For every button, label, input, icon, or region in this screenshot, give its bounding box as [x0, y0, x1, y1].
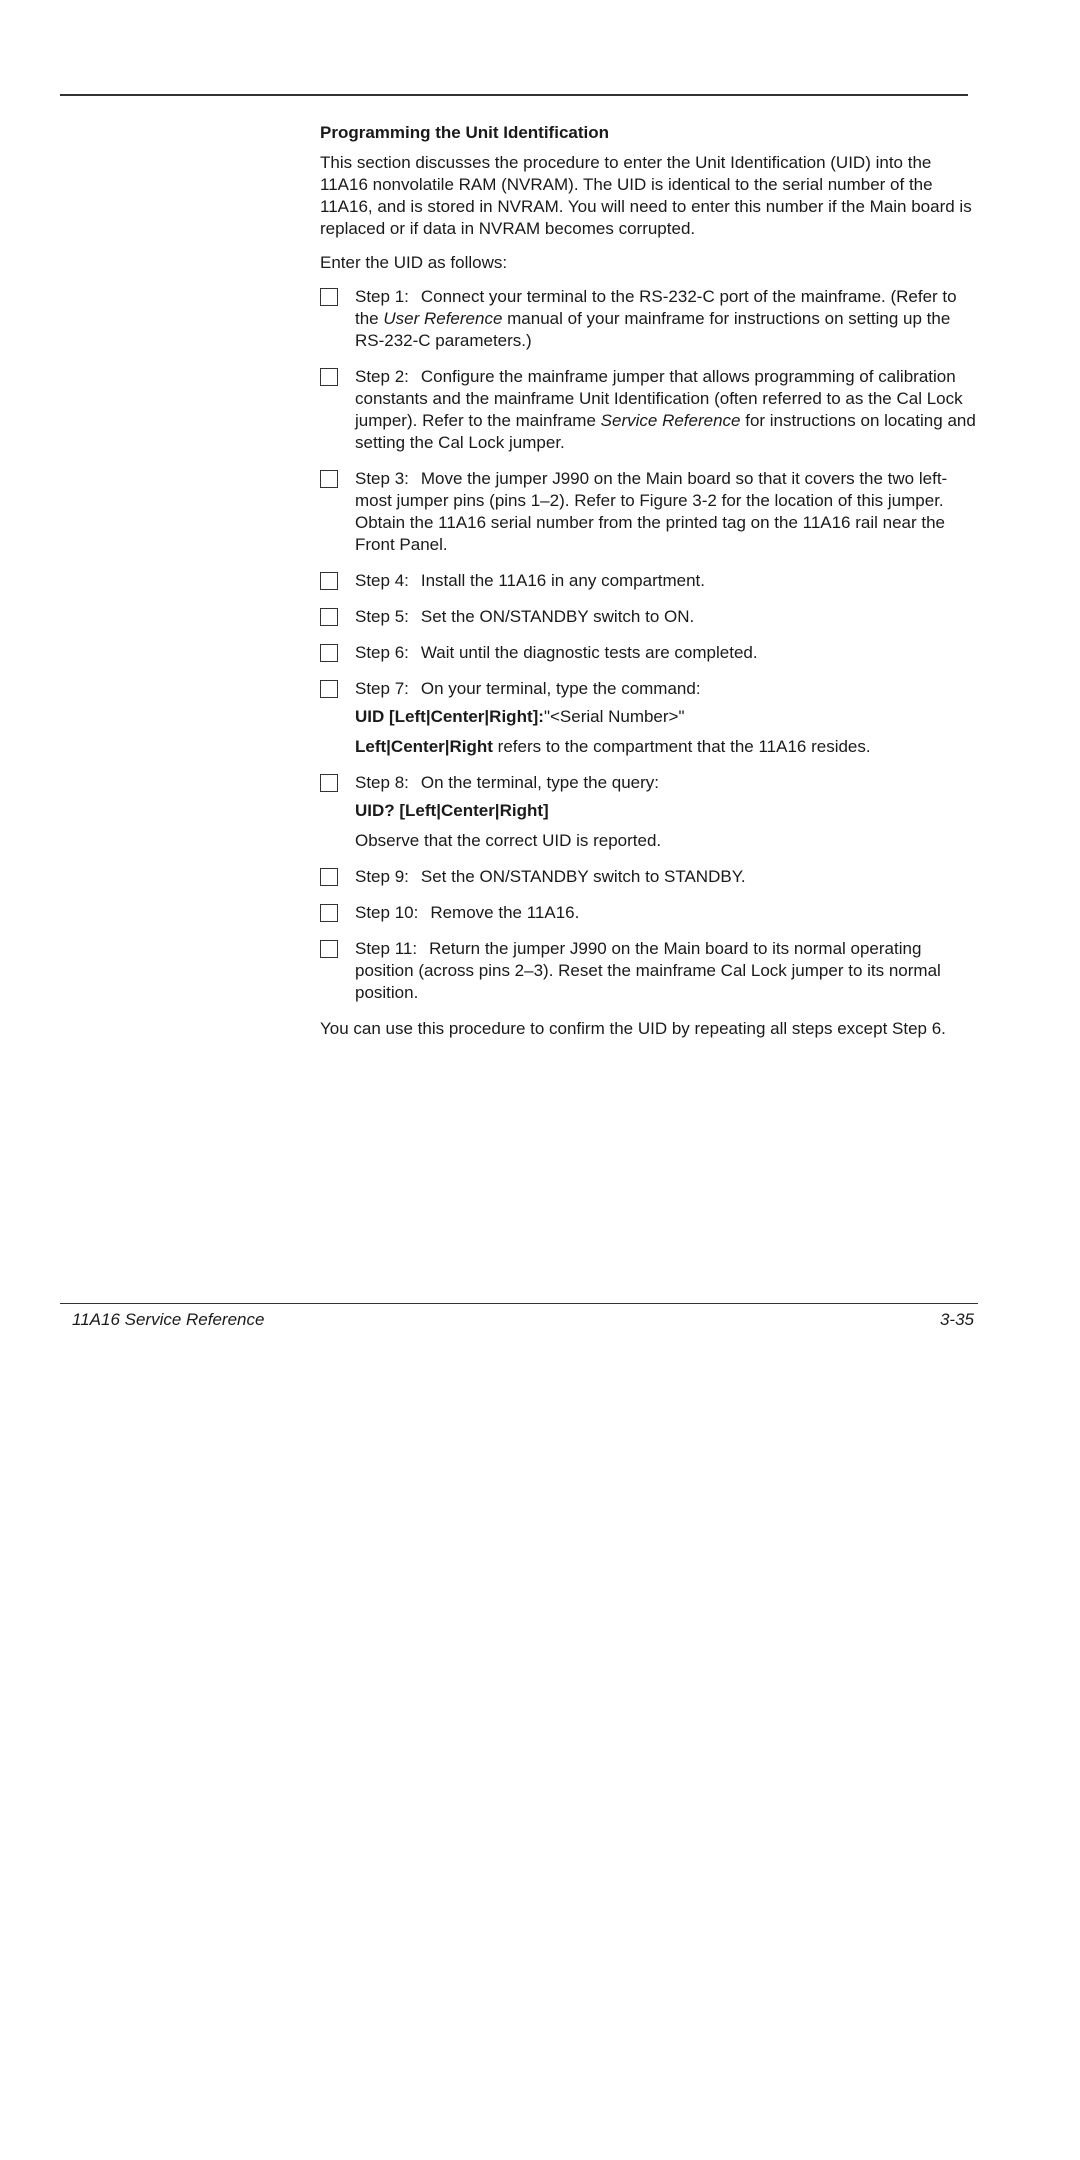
step-3	[320, 468, 980, 556]
step-text: Connect your terminal to the RS-232-C port of the mainframe. (Refer to the	[355, 287, 957, 328]
command-argument: "<Serial Number>"	[543, 707, 685, 726]
step-3-checkbox[interactable]	[320, 470, 338, 488]
step-7	[320, 678, 980, 758]
step-label: Step 7:	[355, 679, 409, 698]
step-11-checkbox[interactable]	[320, 940, 338, 958]
step-9-checkbox[interactable]	[320, 868, 338, 886]
page-number: 3-35	[939, 1310, 974, 1329]
step-text: On your terminal, type the command:	[420, 679, 701, 698]
intro-paragraph: This section discusses the procedure to enter the Unit Identification (UID) into the 11A16 nonvolatile RAM (NVRAM). The UID is identical to the serial number of the 11A16, and is stored in NVRAM. You will need to enter this number if the Main board is replaced or if data in NVRAM becomes corrupted.	[320, 153, 972, 238]
step-6	[320, 642, 980, 664]
step-2	[320, 366, 980, 454]
uid-command	[355, 706, 980, 728]
section-heading: Programming the Unit Identification	[320, 123, 610, 142]
step-8-checkbox[interactable]	[320, 774, 338, 792]
step-6-checkbox[interactable]	[320, 644, 338, 662]
step-label: Step 10:	[355, 903, 419, 922]
step-label: Step 1:	[355, 287, 409, 306]
step-5-checkbox[interactable]	[320, 608, 338, 626]
step-list	[320, 286, 980, 1004]
step-label: Step 2:	[355, 367, 409, 386]
step-emphasis: Service Reference	[600, 411, 741, 430]
step-2-checkbox[interactable]	[320, 368, 338, 386]
uid-query: UID? [Left|Center|Right]	[355, 801, 549, 820]
step-text: Set the ON/STANDBY switch to STANDBY.	[420, 867, 746, 886]
step-text: Return the jumper J990 on the Main board to its normal operating position (across pins 2–3). Reset the mainframe Cal Lock jumper to its normal position.	[355, 939, 941, 1002]
note-bold: Left|Center|Right	[355, 737, 493, 756]
closing-paragraph: You can use this procedure to confirm the UID by repeating all steps except Step 6.	[320, 1019, 946, 1038]
step-label: Step 11:	[355, 939, 418, 958]
step-text: Move the jumper J990 on the Main board so that it covers the two left-most jumper pins (pins 1–2). Refer to Figure 3-2 for the location of this jumper. Obtain the 11A16 serial number from the printed tag on the 11A16 rail near the Front Panel.	[355, 469, 948, 554]
step-8	[320, 772, 980, 852]
step-emphasis: User Reference	[383, 309, 503, 328]
step-text: Install the 11A16 in any compartment.	[420, 571, 705, 590]
step-label: Step 8:	[355, 773, 409, 792]
step-1-checkbox[interactable]	[320, 288, 338, 306]
step-label: Step 3:	[355, 469, 409, 488]
step-4-checkbox[interactable]	[320, 572, 338, 590]
footer-title: 11A16 Service Reference	[72, 1310, 265, 1329]
compartment-note	[355, 736, 980, 758]
step-10-checkbox[interactable]	[320, 904, 338, 922]
command-bold: UID [Left|Center|Right]:	[355, 707, 544, 726]
footer-rule	[60, 1303, 978, 1304]
top-rule	[60, 94, 968, 96]
note-text: refers to the compartment that the 11A16 resides.	[492, 737, 871, 756]
enter-uid-text: Enter the UID as follows:	[320, 253, 508, 272]
step-label: Step 4:	[355, 571, 409, 590]
step-1	[320, 286, 980, 352]
step-text: for instructions on locating and setting the Cal Lock jumper.	[355, 411, 976, 452]
step-7-checkbox[interactable]	[320, 680, 338, 698]
step-text: Configure the mainframe jumper that allows programming of calibration constants and the mainframe Unit Identification (often referred to as the Cal Lock jumper). Refer to the mainframe	[355, 367, 963, 430]
step-text: manual of your mainframe for instructions on setting up the RS-232-C parameters.)	[355, 309, 951, 350]
step-text: Remove the 11A16.	[430, 903, 580, 922]
step-text: Wait until the diagnostic tests are completed.	[420, 643, 758, 662]
step-10	[320, 902, 980, 924]
step-text: Set the ON/STANDBY switch to ON.	[420, 607, 695, 626]
step-11	[320, 938, 980, 1004]
step-text: On the terminal, type the query:	[420, 773, 659, 792]
step-4	[320, 570, 980, 592]
step-9	[320, 866, 980, 888]
document-body	[320, 122, 980, 1052]
observe-text: Observe that the correct UID is reported.	[355, 831, 662, 850]
step-5	[320, 606, 980, 628]
step-label: Step 9:	[355, 867, 409, 886]
step-label: Step 5:	[355, 607, 409, 626]
step-label: Step 6:	[355, 643, 409, 662]
